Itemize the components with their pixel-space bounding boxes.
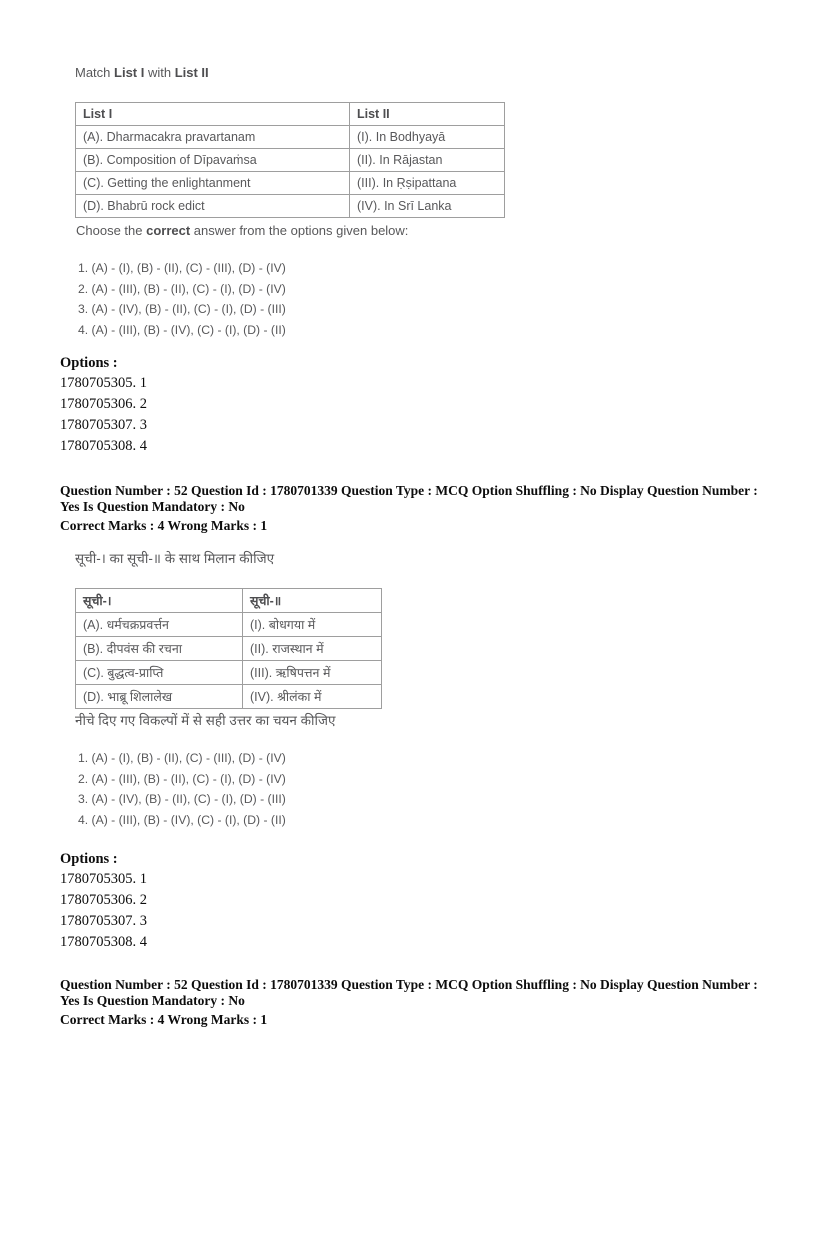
answer-options-en [78,258,826,340]
list2-cell-i: (I). In Bodhyayā [350,126,505,149]
answer-options-hi [78,748,826,830]
options-label: Options : [60,851,118,867]
marks-line: Correct Marks : 4 Wrong Marks : 1 [60,518,268,533]
table-row [76,637,382,661]
option-ids-block [60,354,826,457]
list2-cell-ii-hi: (II). राजस्थान में [243,637,382,661]
match-heading-hi: सूची-। का सूची-॥ के साथ मिलान कीजिए [75,551,275,566]
choose-text-suffix: answer from the options given below: [190,223,409,238]
option-ids-block-2 [60,850,826,953]
list1-cell-b-hi: (B). दीपवंस की रचना [76,637,243,661]
list2-cell-i-hi: (I). बोधगया में [243,613,382,637]
list1-cell-d: (D). Bhabrū rock edict [76,195,350,218]
heading-text-mid: with [144,65,175,80]
answer-option-4-hi: 4. (A) - (III), (B) - (IV), (C) - (I), (D) - (II) [78,812,286,827]
list2-cell-iii: (III). In Ṛṣipattana [350,172,505,195]
choose-instruction-en [76,223,826,239]
choose-text: Choose the [76,223,147,238]
table-row [76,195,505,218]
table-row [76,685,382,709]
list1-column-header-hi: सूची-। [76,589,243,613]
list2-cell-iv-hi: (IV). श्रीलंका में [243,685,382,709]
list1-cell-d-hi: (D). भाब्रू शिलालेख [76,685,243,709]
answer-option-2-hi: 2. (A) - (III), (B) - (II), (C) - (I), (D) - (IV) [78,771,286,786]
list1-cell-c: (C). Getting the enlightanment [76,172,350,195]
answer-option-3: 3. (A) - (IV), (B) - (II), (C) - (I), (D) - (III) [78,302,286,316]
choose-instruction-hi: नीचे दिए गए विकल्पों में से सही उत्तर का चयन कीजिए [75,713,336,728]
option-id-row: 1780705305. 1 [60,871,147,887]
list1-cell-b: (B). Composition of Dīpavaṁsa [76,149,350,172]
table-row [76,126,505,149]
exam-question-page [0,65,826,1028]
table-row [76,172,505,195]
list2-label: List II [174,65,209,80]
correct-emphasis: correct [146,223,191,238]
list1-cell-a-hi: (A). धर्मचक्रप्रवर्त्तन [76,613,243,637]
list1-column-header: List I [76,103,350,126]
table-row [76,613,382,637]
question-metadata-block-2 [60,977,776,1028]
match-table-en [75,102,505,218]
option-id-row: 1780705306. 2 [60,396,147,412]
table-header-row [76,589,382,613]
list2-column-header-hi: सूची-॥ [243,589,382,613]
option-id-row: 1780705306. 2 [60,892,147,908]
question-meta-line: Question Number : 52 Question Id : 1780701339 Question Type : MCQ Option Shuffling : No Display Question Number : Yes Is Question Mandatory : No [60,977,758,1008]
option-id-row: 1780705308. 4 [60,438,147,454]
table-row [76,661,382,685]
answer-option-2: 2. (A) - (III), (B) - (II), (C) - (I), (D) - (IV) [78,281,286,296]
option-id-row: 1780705305. 1 [60,375,147,391]
answer-option-1: 1. (A) - (I), (B) - (II), (C) - (III), (D) - (IV) [78,261,286,275]
list1-label: List I [114,65,145,80]
answer-option-1-hi: 1. (A) - (I), (B) - (II), (C) - (III), (D) - (IV) [78,751,286,765]
match-table-hi [75,588,382,709]
list1-cell-c-hi: (C). बुद्धत्व-प्राप्ति [76,661,243,685]
option-id-row: 1780705307. 3 [60,417,147,433]
match-heading-en [75,65,826,81]
options-label: Options : [60,355,118,371]
list2-cell-iv: (IV). In Srī Lanka [350,195,505,218]
list2-cell-ii: (II). In Rājastan [350,149,505,172]
list2-column-header: List II [350,103,505,126]
marks-line: Correct Marks : 4 Wrong Marks : 1 [60,1012,268,1027]
heading-text: Match [75,65,115,80]
list2-cell-iii-hi: (III). ऋषिपत्तन में [243,661,382,685]
table-header-row [76,103,505,126]
question-meta-line: Question Number : 52 Question Id : 1780701339 Question Type : MCQ Option Shuffling : No Display Question Number : Yes Is Question Mandatory : No [60,483,758,514]
option-id-row: 1780705307. 3 [60,913,147,929]
question-metadata-block [60,483,776,534]
option-id-row: 1780705308. 4 [60,934,147,950]
answer-option-3-hi: 3. (A) - (IV), (B) - (II), (C) - (I), (D) - (III) [78,792,286,806]
table-row [76,149,505,172]
answer-option-4: 4. (A) - (III), (B) - (IV), (C) - (I), (D) - (II) [78,322,286,337]
list1-cell-a: (A). Dharmacakra pravartanam [76,126,350,149]
